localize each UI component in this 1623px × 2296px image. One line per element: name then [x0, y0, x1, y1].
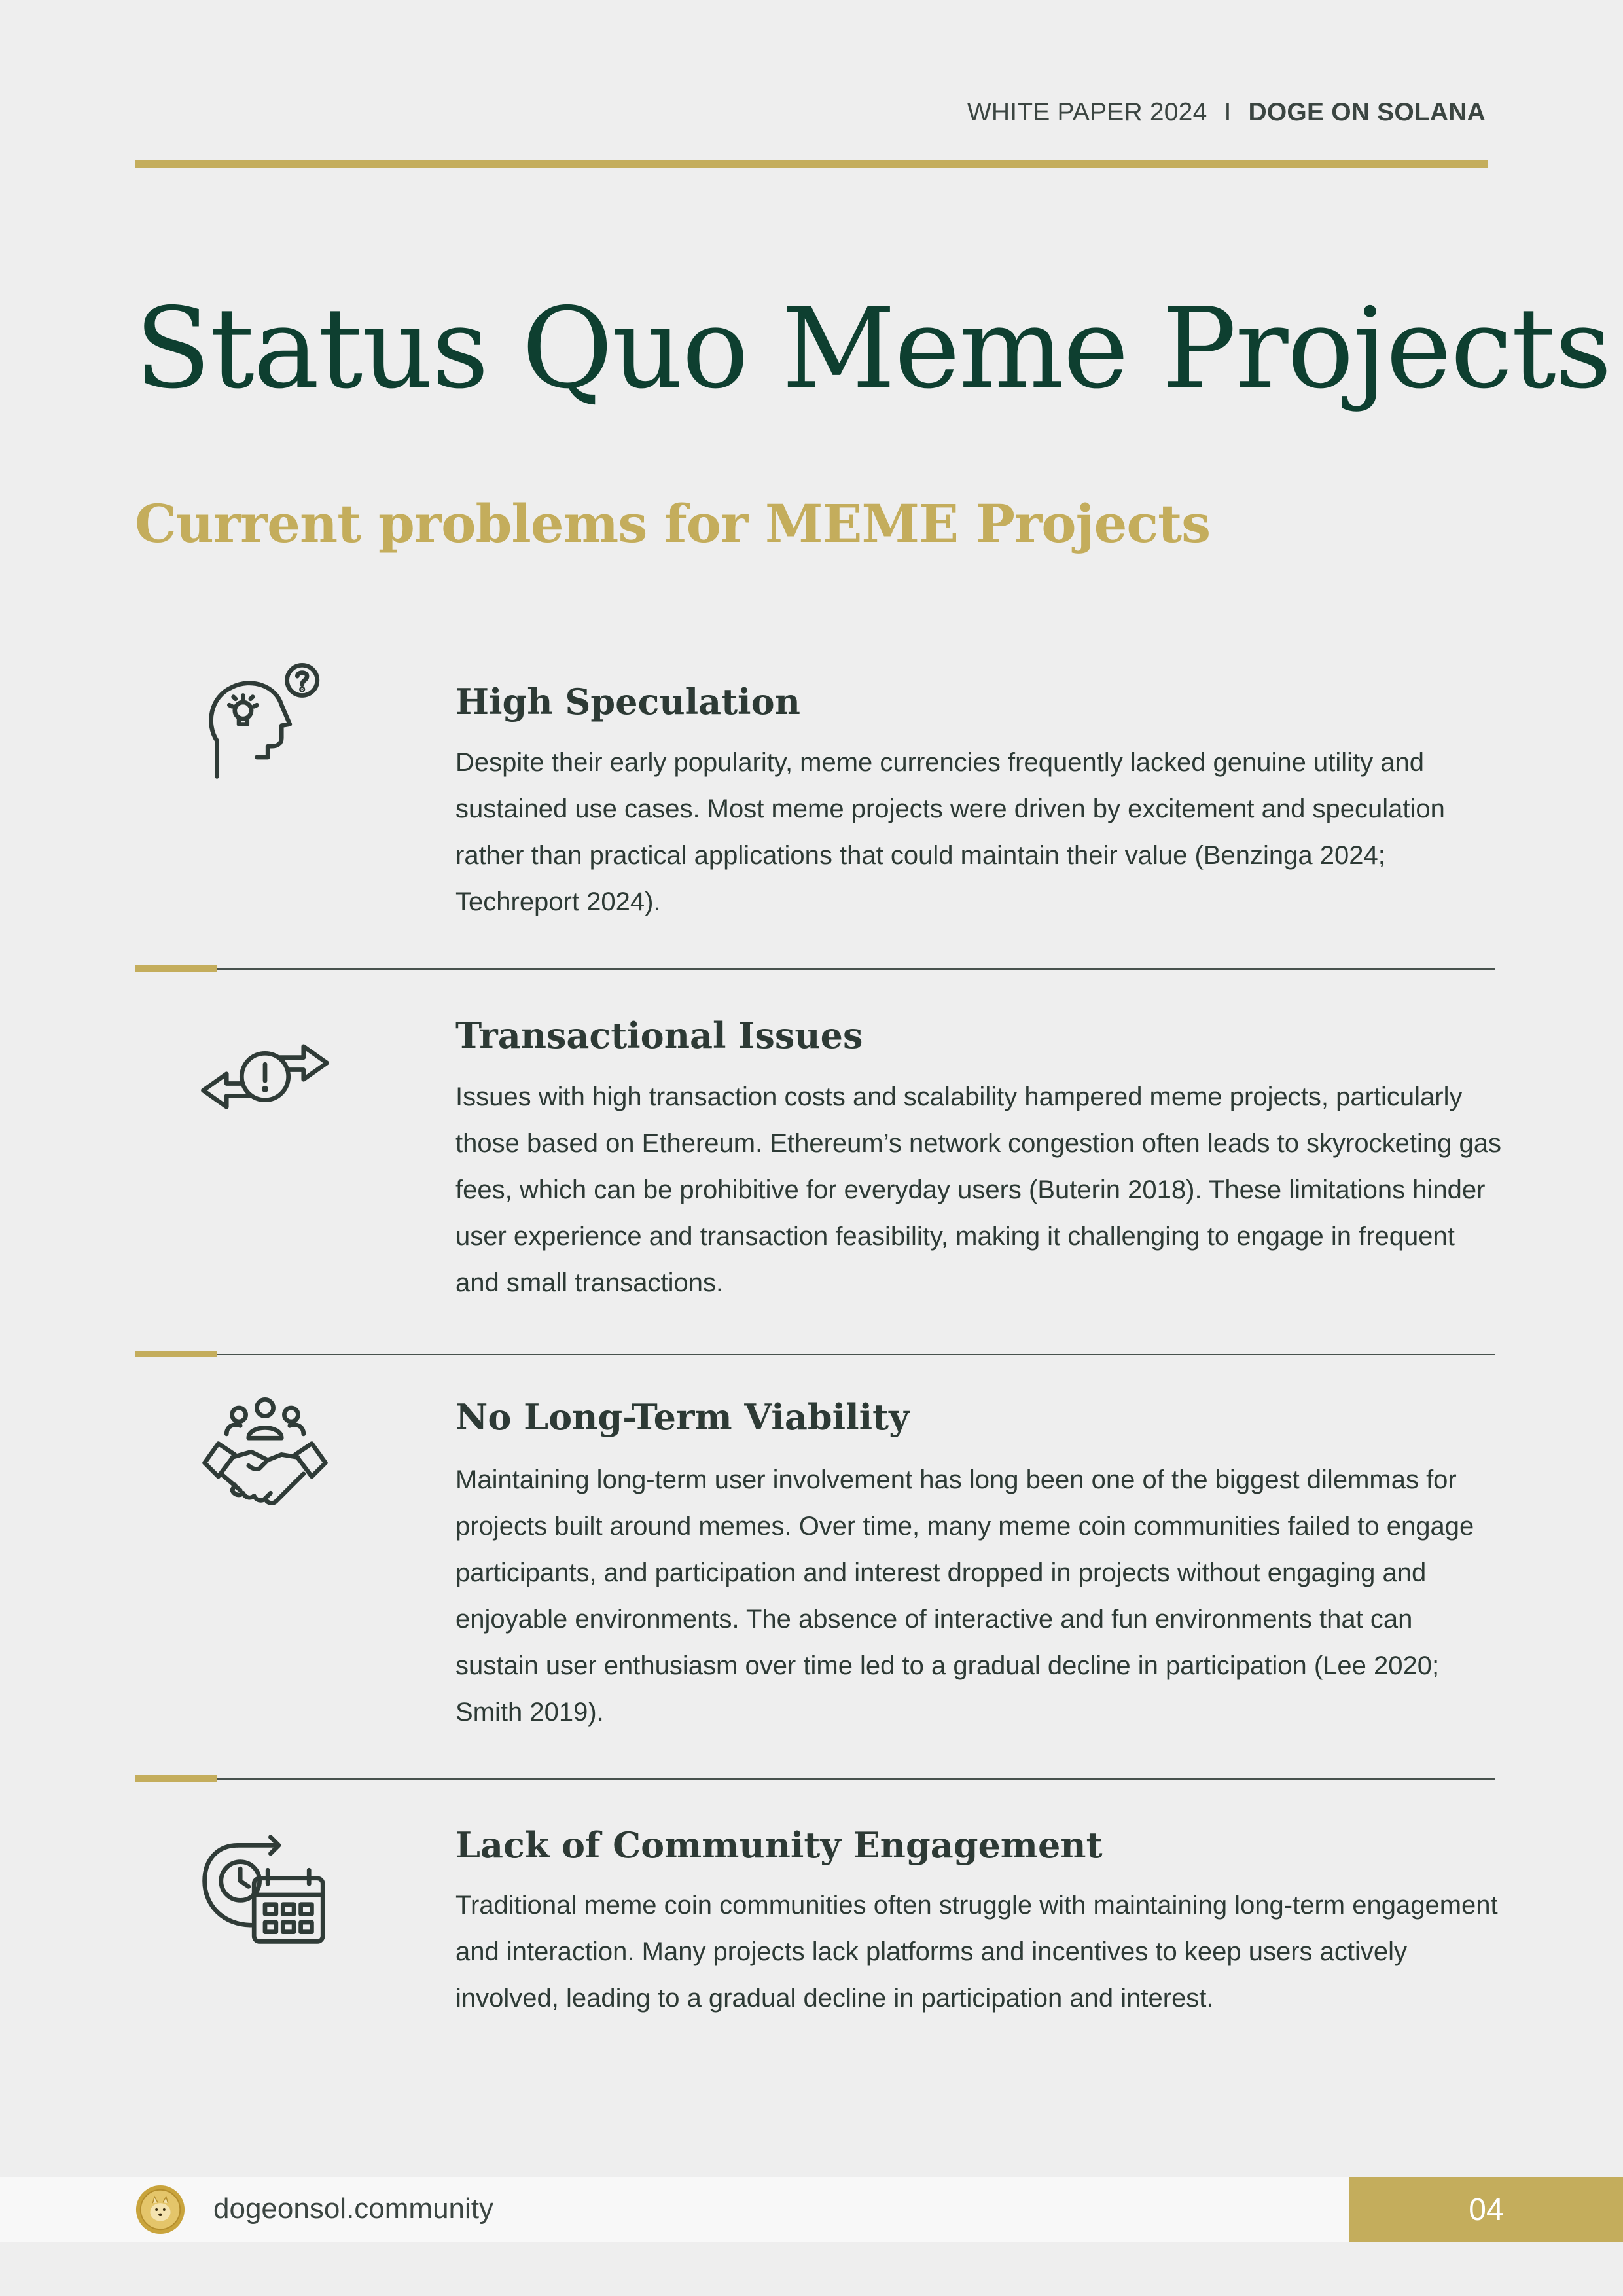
footer-site-link[interactable]: dogeonsol.community [213, 2193, 494, 2225]
header-brand: DOGE ON SOLANA [1248, 98, 1486, 126]
page-subtitle: Current problems for MEME Projects [135, 493, 1211, 554]
header-separator: I [1224, 98, 1232, 126]
header-rule [135, 160, 1488, 168]
section-divider [135, 1778, 1495, 1780]
handshake-community-icon [196, 1394, 334, 1532]
section-divider [135, 1354, 1495, 1355]
section-title: Transactional Issues [455, 1014, 863, 1056]
section-body: Issues with high transaction costs and scalability hampered meme projects, particularly those based on Ethereum. Ethereum’s network congestion often leads to skyrocketing gas fees, which can be prohibitive for everyday users (Buterin 2018). These limitations hinder user experience and transaction feasibility, making it challenging to engage in frequent and small transactions. [455, 1083, 1501, 1297]
section-title: High Speculation [455, 681, 800, 723]
header-label: WHITE PAPER 2024 [967, 98, 1207, 126]
section-body: Maintaining long-term user involvement has long been one of the biggest dilemmas for projects built around memes. Over time, many meme coin communities failed to engage participants, and participation and interest dropped in projects without engaging and enjoyable environments. The absence of interactive and fun environments that can sustain user enthusiasm over time led to a gradual decline in participation (Lee 2020; Smith 2019). [455, 1465, 1474, 1727]
section-title: Lack of Community Engagement [455, 1824, 1103, 1866]
head-lightbulb-question-icon [196, 661, 334, 798]
section-body: Traditional meme coin communities often struggle with maintaining long-term engagement and interaction. Many projects lack platforms and incentives to keep users actively involved, leading to a gradual decline in participation and interest. [455, 1891, 1498, 2013]
clock-calendar-icon [196, 1826, 334, 1964]
page-footer [0, 2177, 1623, 2242]
page-title: Status Quo Meme Projects [135, 284, 1611, 414]
section-divider [135, 968, 1495, 970]
doge-coin-logo-icon [135, 2184, 186, 2235]
section-body: Despite their early popularity, meme currencies frequently lacked genuine utility and sustained use cases. Most meme projects were driven by excitement and speculation rather than practical applications that could maintain their value (Benzinga 2024; Techreport 2024). [455, 748, 1445, 916]
page-header [967, 98, 1486, 127]
section-title: No Long-Term Viability [455, 1396, 910, 1438]
transaction-warning-arrows-icon [196, 1008, 334, 1145]
page-number: 04 [1349, 2177, 1623, 2242]
